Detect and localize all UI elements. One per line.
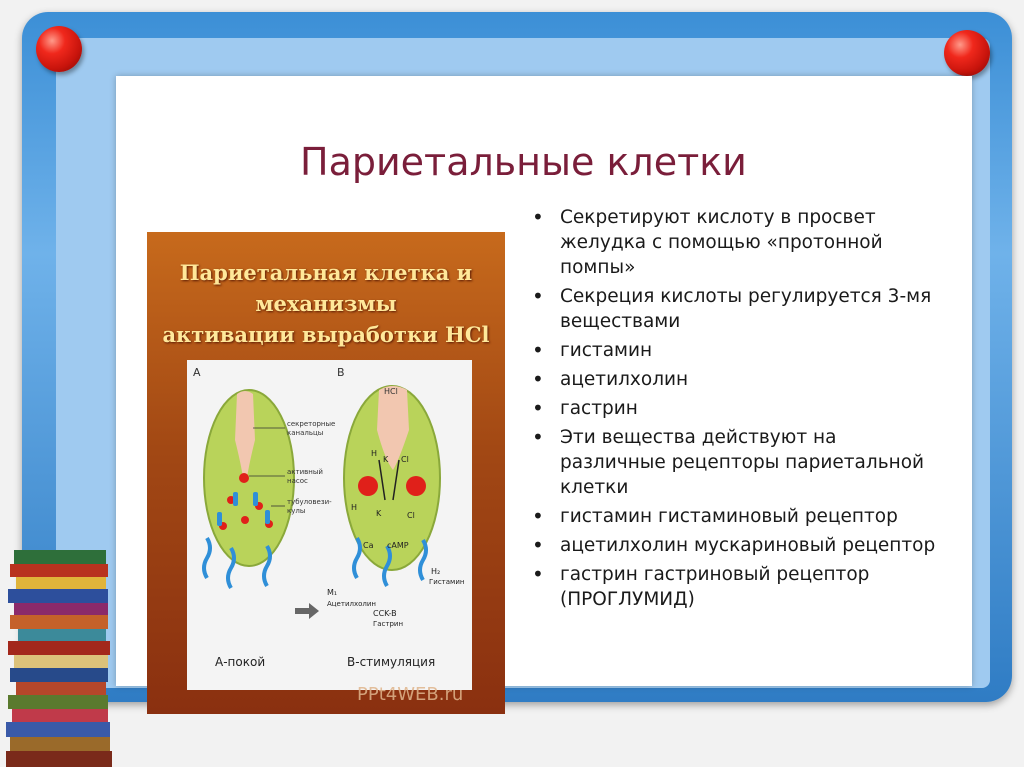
gastrin-label: Гастрин: [373, 620, 404, 628]
pump-circle: [358, 476, 378, 496]
stimulation-label: В-стимуляция: [347, 655, 436, 669]
bullet-item: • гастрин: [530, 396, 940, 421]
book-shape: [8, 695, 108, 709]
figure-title-line: Париетальная клетка и механизмы: [179, 260, 473, 316]
tubulovesicles-label: кулы: [287, 507, 306, 515]
book-shape: [18, 629, 106, 641]
hcl-label: HCl: [384, 387, 398, 396]
histamine-label: Гистамин: [429, 578, 465, 586]
ion-label: Cl: [401, 455, 409, 464]
secretory-canals-label: канальцы: [287, 429, 324, 437]
secretory-canals-label: секреторные: [287, 420, 336, 428]
book-shape: [10, 615, 108, 629]
figure-title-line: активации выработки HCl: [162, 322, 490, 347]
book-shape: [10, 564, 108, 577]
book-shape: [14, 603, 108, 615]
tubulovesicles-label: тубуловези-: [287, 498, 332, 506]
ion-label: H: [351, 503, 358, 512]
active-pump-label: активный: [287, 468, 323, 476]
book-shape: [10, 737, 110, 751]
book-shape: [6, 722, 110, 737]
push-pin-icon: [36, 26, 82, 72]
camp-label: cAMP: [387, 541, 409, 550]
cell-diagram: [187, 360, 472, 690]
cck-b-label: CCK-B: [373, 609, 397, 618]
panel-b-label: В: [337, 366, 345, 379]
ion-label: Cl: [407, 511, 415, 520]
book-shape: [8, 589, 108, 603]
rest-label: А-покой: [215, 655, 266, 669]
books-stack-icon: [0, 540, 120, 767]
push-pin-icon: [944, 30, 990, 76]
book-shape: [16, 577, 106, 589]
tubulovesicle-shape: [253, 492, 258, 506]
pump-dot: [239, 473, 249, 483]
h2-label: H₂: [431, 567, 441, 576]
bullet-item: • гистамин гистаминовый рецептор: [530, 504, 940, 529]
active-pump-label: насос: [287, 477, 308, 485]
bullet-item: • Эти вещества действуют на различные рецепторы париетальной клетки: [530, 425, 940, 500]
cell-diagram-svg: [187, 360, 472, 690]
book-shape: [10, 668, 108, 682]
bullet-item: • ацетилхолин: [530, 367, 940, 392]
bullet-item: • Секреция кислоты регулируется 3-мя веществами: [530, 284, 940, 334]
slide-title: Париетальные клетки: [300, 140, 747, 184]
panel-a-label: А: [193, 366, 201, 379]
pump-circle: [406, 476, 426, 496]
bullet-item: • гистамин: [530, 338, 940, 363]
arrow-icon: [295, 603, 319, 619]
bullet-item: • Секретируют кислоту в просвет желудка с помощью «протонной помпы»: [530, 205, 940, 280]
acetylcholine-label: Ацетилхолин: [327, 600, 376, 608]
m1-label: M₁: [327, 588, 338, 597]
tubulovesicle-shape: [217, 512, 222, 526]
book-shape: [14, 550, 106, 564]
book-shape: [16, 682, 106, 695]
bullet-list: [530, 205, 940, 616]
watermark: PPt4WEB.ru: [357, 684, 464, 705]
ion-label: K: [376, 509, 382, 518]
ion-label: K: [383, 455, 389, 464]
book-shape: [14, 655, 108, 668]
figure-title: [147, 257, 505, 350]
bullet-item: • гастрин гастриновый рецептор (ПРОГЛУМИД): [530, 562, 940, 612]
receptor-shape: [354, 538, 360, 578]
book-shape: [12, 709, 108, 722]
receptor-shape: [204, 538, 210, 578]
ion-label: H: [371, 449, 378, 458]
book-shape: [6, 751, 112, 767]
figure-image: [147, 232, 505, 714]
book-shape: [8, 641, 110, 655]
tubulovesicle-shape: [265, 510, 270, 524]
tubulovesicle-shape: [233, 492, 238, 506]
ca-label: Ca: [363, 541, 374, 550]
pump-dot: [241, 516, 249, 524]
bullet-item: • ацетилхолин мускариновый рецептор: [530, 533, 940, 558]
